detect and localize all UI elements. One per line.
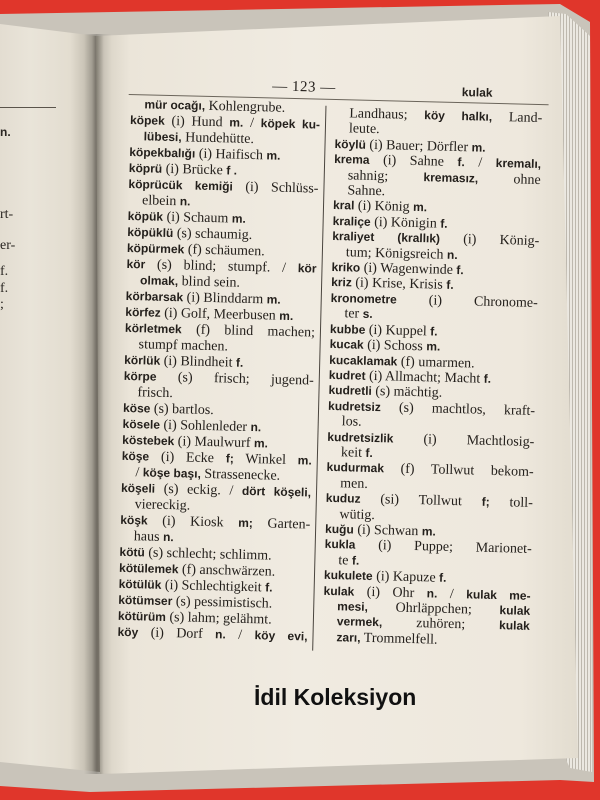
bold-term: m; <box>238 515 254 531</box>
bold-term: köy evi, <box>254 628 308 644</box>
facing-page-fragment: f. <box>0 264 9 279</box>
bold-term: köylü <box>334 136 367 152</box>
entry-text: los. <box>341 414 362 430</box>
entry-text: (s) schlecht; schlimm. <box>144 545 272 564</box>
bold-term: m. <box>266 148 281 163</box>
entry-text: (i) Bauer; Dörfler <box>365 137 472 156</box>
entry-text: elbein <box>141 193 180 210</box>
bold-term: dört köşeli, <box>241 483 312 500</box>
bold-term: köşk <box>120 512 148 528</box>
entry-text: (f) anschwärzen. <box>178 562 276 580</box>
entry-text: (i) Kapuze <box>372 569 440 586</box>
bold-term: köşe <box>121 448 150 464</box>
facing-page-fragment: ; <box>0 297 4 312</box>
bold-term: mesi, <box>337 599 369 614</box>
bold-term: kucaklamak <box>329 352 398 369</box>
entry-text: (i) Schwan <box>353 522 423 540</box>
bold-term: körletmek <box>124 320 182 337</box>
bold-term: kral <box>332 198 355 213</box>
entry-text: Kohlengrube. <box>204 98 286 116</box>
entry-text: Winkel <box>233 451 298 469</box>
bold-term: köpekbalığı <box>129 144 196 161</box>
bold-term: kulak <box>323 583 355 599</box>
bold-term: kulak <box>498 618 530 634</box>
bold-term: köpek ku- <box>260 116 321 132</box>
bold-term: köprü <box>128 160 163 176</box>
bold-term: m. <box>266 292 281 307</box>
bold-term: f; <box>225 451 234 466</box>
entry-text: / <box>225 627 255 644</box>
entry-text: (i) Haifisch <box>195 146 267 164</box>
bold-term: m. <box>253 436 269 451</box>
entry-text: (i) Blindheit <box>160 353 237 371</box>
entry-text: (i) Machtlosig- <box>393 431 535 450</box>
bold-term: kubbe <box>329 321 366 337</box>
entry-text: Hundehütte. <box>181 130 255 148</box>
bold-term: vermek, <box>336 614 383 630</box>
bold-term: köy halkı, <box>424 108 493 124</box>
entry-text: (s) eckig. / <box>154 481 243 499</box>
bold-term: m. <box>421 524 437 539</box>
bold-term: kudret <box>328 367 366 383</box>
bold-term: kukulete <box>323 568 373 584</box>
entry-text: (i) Kuppel <box>365 322 431 340</box>
bold-term: köşe başı, <box>142 465 202 481</box>
entry-text: (i) Schlechtigkeit <box>161 577 266 596</box>
entry-text: (i) Sohlenleder <box>159 417 251 436</box>
bold-term: kukla <box>324 537 356 552</box>
running-head: kulak <box>461 85 493 100</box>
entry-text: (s) lahm; gelähmt. <box>165 610 272 628</box>
bold-term: kösele <box>122 416 161 432</box>
entry-text: wütig. <box>339 506 376 523</box>
bold-term: kulak me- <box>466 586 531 603</box>
page-number: — 123 — <box>271 78 336 97</box>
bold-term: n. <box>214 627 226 642</box>
entry-text: / <box>464 155 496 172</box>
entry-text: (i) Königin <box>370 214 441 232</box>
entry-line <box>117 625 307 646</box>
entry-text: (s) pessimistisch. <box>172 594 273 612</box>
gutter-shadow <box>84 34 112 774</box>
entry-text: (i) König- <box>439 231 540 250</box>
entry-text: (i) Dorf <box>138 625 216 643</box>
bold-term: kör <box>297 261 317 276</box>
bold-term: zarı, <box>336 630 361 645</box>
bold-term: m. <box>471 140 486 155</box>
bold-term: n. <box>179 194 191 209</box>
bold-term: krema <box>334 152 370 168</box>
entry-text: (si) Tollwut <box>360 491 482 510</box>
watermark-label: İdil Koleksiyon <box>254 684 417 710</box>
bold-term: kronometre <box>330 290 397 307</box>
bold-term: f . <box>226 163 238 178</box>
entry-text: (s) blind; stumpf. / <box>145 257 298 277</box>
entry-text: (i) Sahne <box>369 153 458 171</box>
left-column <box>117 97 320 645</box>
bold-term: körpe <box>123 368 157 384</box>
bold-term: f. <box>265 580 273 595</box>
bold-term: f. <box>483 371 492 386</box>
entry-text: Strassenecke. <box>200 466 281 484</box>
bold-term: f. <box>446 278 454 293</box>
bold-term: kötülemek <box>118 560 179 577</box>
entry-text: (s) schaumig. <box>173 226 253 244</box>
entry-text: (i) Schoss <box>363 337 427 355</box>
bold-term: köprücük kemiği <box>128 176 234 194</box>
entry-text: (f) Tollwut bekom- <box>383 461 534 481</box>
bold-term: m. <box>229 115 244 130</box>
bold-term: köstebek <box>122 432 175 449</box>
bold-term: s. <box>362 307 373 322</box>
entry-text: Garten- <box>252 516 311 533</box>
bold-term: kötürüm <box>117 608 167 625</box>
entry-text: Ohrläppchen; <box>367 599 500 619</box>
entry-text: Land- <box>491 109 543 127</box>
bold-term: kraliyet (krallık) <box>332 229 441 246</box>
bold-term: köpük <box>127 208 164 224</box>
bold-term: körbarsak <box>125 288 184 305</box>
entry-text: (s) mächtig. <box>371 384 443 402</box>
bold-term: köy <box>117 624 139 640</box>
bold-term: n. <box>446 247 458 262</box>
entry-text: / <box>437 586 467 602</box>
entry-text: Trommelfell. <box>360 630 438 648</box>
entry-text: (i) Blinddarm <box>182 290 267 308</box>
entry-text: (i) Ecke <box>149 449 226 467</box>
entry-text: Landhaus; <box>349 106 425 124</box>
bold-term: kudretsizlik <box>327 429 394 446</box>
entry-text: (f) schäumen. <box>184 242 265 260</box>
bold-term: olmak, <box>139 273 179 289</box>
bold-term: köpürmek <box>126 240 185 257</box>
bold-term: m. <box>412 200 428 215</box>
entry-text: / <box>243 115 261 132</box>
facing-page-fragment: er- <box>0 238 16 253</box>
bold-term: kraliçe <box>332 213 371 229</box>
bold-term: kremasız, <box>423 169 479 186</box>
entry-text: (i) Schlüss- <box>232 179 319 197</box>
entry-text: (i) Krise, Krisis <box>351 275 447 294</box>
bold-term: kriz <box>330 275 353 290</box>
bold-term: kudurmak <box>326 460 385 476</box>
bold-term: f. <box>457 155 466 170</box>
entry-text: (i) Brücke <box>162 161 227 179</box>
entry-text: te <box>338 552 353 569</box>
entry-text: leute. <box>348 121 380 138</box>
bold-term: kudretsiz <box>327 398 381 414</box>
bold-term: f; <box>481 494 490 510</box>
bold-term: kremalı, <box>495 156 542 172</box>
entry-text: keit <box>340 445 366 461</box>
entry-text: frisch. <box>137 385 173 402</box>
entry-text: (i) Puppe; Marionet- <box>355 538 532 558</box>
entry-text: men. <box>340 475 369 492</box>
bold-term: kuduz <box>325 491 361 506</box>
facing-page-fragment: f. <box>0 281 9 296</box>
bold-term: köpek <box>129 112 165 128</box>
entry-text: Sahne. <box>347 183 386 200</box>
facing-page-rule <box>0 107 56 108</box>
entry-text: (i) Maulwurf <box>174 434 255 452</box>
entry-text: (i) Schaum <box>162 209 233 227</box>
entry-text: stumpf machen. <box>138 337 229 355</box>
entry-text: (f) blind machen; <box>181 322 316 341</box>
entry-text: (s) frisch; jugend- <box>156 369 314 389</box>
entry-text: toll- <box>489 495 534 512</box>
facing-page-fragment: n. <box>0 125 11 139</box>
entry-text: / <box>135 465 144 481</box>
bold-term: kucak <box>329 337 364 352</box>
entry-text: (i) Kiosk <box>147 513 239 531</box>
bold-term: kör <box>126 256 146 272</box>
bold-term: kötümser <box>118 592 173 609</box>
page-content <box>111 71 553 671</box>
bold-term: kulak <box>499 603 531 618</box>
bold-term: lübesi, <box>143 129 182 145</box>
bold-term: m. <box>279 308 294 324</box>
bold-term: körfez <box>125 304 161 320</box>
bold-term: f. <box>365 445 374 460</box>
bold-term: kuğu <box>324 521 354 537</box>
entry-text: (i) Hund <box>164 113 230 131</box>
entry-text: (i) Golf, Meerbusen <box>160 305 280 324</box>
entry-text: (i) Ohr <box>354 584 427 601</box>
bold-term: körlük <box>124 352 161 368</box>
bold-term: n. <box>426 585 438 601</box>
entry-text: (i) Chronome- <box>396 292 538 311</box>
entry-text: ter <box>344 306 363 323</box>
entry-text: tum; Königsreich <box>345 244 448 263</box>
bold-term: köşeli <box>120 480 156 496</box>
bold-term: kriko <box>331 260 361 275</box>
entry-text: blind sein. <box>177 274 241 291</box>
bold-term: f. <box>438 570 447 586</box>
entry-text: (f) umarmen. <box>397 354 475 371</box>
bold-term: f. <box>351 553 360 568</box>
bold-term: kötülük <box>118 576 162 592</box>
facing-page-fragment: rt- <box>0 207 14 222</box>
entry-text: sahnig; <box>347 167 424 185</box>
bold-term: f. <box>430 324 438 339</box>
bold-term: kötü <box>119 544 146 560</box>
bold-term: f. <box>235 355 244 370</box>
bold-term: m. <box>426 339 441 354</box>
entry-text: (s) machtlos, kraft- <box>380 399 536 419</box>
bold-term: n. <box>162 529 174 545</box>
entry-text: zuhören; <box>382 615 500 634</box>
bold-term: m. <box>231 211 247 226</box>
bold-term: kudretli <box>328 383 373 399</box>
entry-text: (i) Allmacht; Macht <box>365 368 484 387</box>
bold-term: mür ocağı, <box>144 97 206 113</box>
entry-text: viereckig. <box>134 497 191 514</box>
bold-term: f. <box>440 216 448 231</box>
entry-text: ohne <box>478 171 541 188</box>
bold-term: f. <box>456 263 464 278</box>
entry-text: haus <box>133 529 164 545</box>
entry-text: (i) König <box>354 198 414 216</box>
bold-term: köpüklü <box>127 224 174 241</box>
bold-term: m. <box>297 453 312 468</box>
entry-text: (s) bartlos. <box>150 401 214 419</box>
entry-text: (i) Wagenwinde <box>360 260 457 279</box>
bold-term: köse <box>122 400 151 416</box>
bold-term: n. <box>250 420 262 435</box>
right-column <box>322 106 542 650</box>
